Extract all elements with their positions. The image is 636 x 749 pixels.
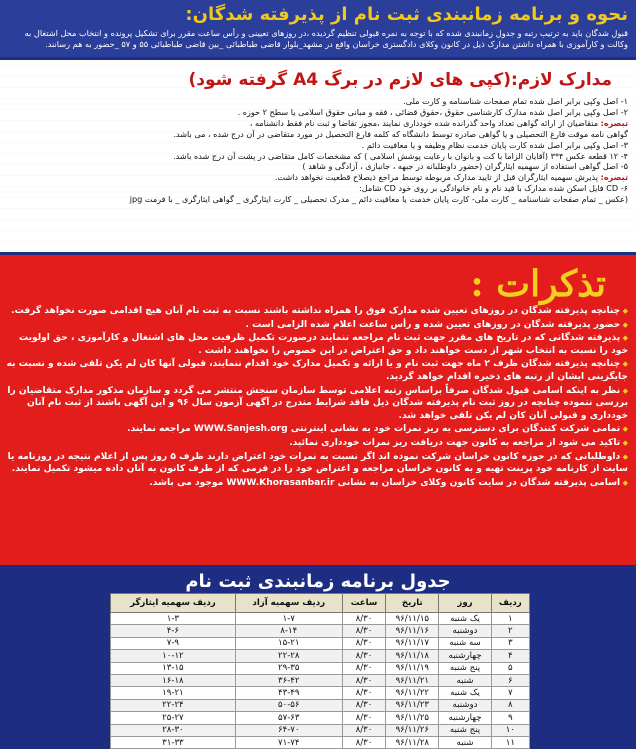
document-item: [6, 118, 628, 129]
table-row: [111, 712, 530, 724]
reminder-item: ◆ چنانچه پذیرفته شدگان در روزهای تعیین شده مدارک فوق را همراه نداشته باشند نسبت به ثبت نام آنان هیچ اقدامی صورت نخواهد گرفت.: [6, 305, 628, 318]
note-label: تبصره:: [600, 172, 628, 183]
table-cell: پنج شنبه: [439, 662, 491, 674]
reminder-item: ◆ داوطلبانی که در حوزه کانون خراسان شرکت نموده اند اگر نسبت به نمرات خود اعتراض دارند ظرف ۵ روز پس از اعلام نتیجه در روزنامه یا سایت از کارنامه خود پرینت تهیه و به کانون خراسان مراجعه و اعتراض خود را در فرمی که از طرف کانون به آنان داده میشود تکمیل نمایند.: [6, 451, 628, 476]
schedule-column-header: ساعت: [342, 594, 386, 613]
table-cell: ۹۶/۱۱/۲۶: [386, 724, 439, 736]
table-row: [111, 687, 530, 699]
table-cell: شنبه: [439, 674, 491, 686]
table-row: [111, 736, 530, 748]
table-row: [111, 650, 530, 662]
table-cell: ۲۲-۲۸: [235, 650, 342, 662]
table-cell: ۱۱: [491, 736, 529, 748]
table-cell: ۱۶-۱۸: [111, 674, 236, 686]
table-cell: دوشنبه: [439, 625, 491, 637]
table-cell: ۹۶/۱۱/۱۷: [386, 637, 439, 649]
table-cell: ۱-۷: [235, 613, 342, 625]
registration-intro-section: [0, 0, 636, 57]
table-cell: ۲۸-۳۰: [111, 724, 236, 736]
schedule-column-header: ردیف سهمیه ایثارگر: [111, 594, 236, 613]
table-cell: ۳: [491, 637, 529, 649]
table-cell: ۲۲-۲۴: [111, 699, 236, 711]
document-item-text: ۵- اصل گواهی استفاده از سهمیه ایثارگران (حضور داوطلبانه در جبهه ، جانبازی ، آزادگی و شاهد ): [302, 161, 628, 172]
schedule-column-header: ردیف سهمیه آزاد: [235, 594, 342, 613]
table-cell: ۵۷-۶۳: [235, 712, 342, 724]
table-cell: پنج شنبه: [439, 724, 491, 736]
schedule-section: [0, 565, 636, 749]
table-row: [111, 625, 530, 637]
document-item-text: ۲- اصل وکپی برابر اصل شده مدارک کارشناسی حقوق ،حقوق قضائی ، فقه و مبانی حقوق اسلامی یا سطح ۲ حوزه .: [237, 106, 628, 117]
table-cell: ۸/۳۰: [342, 662, 386, 674]
document-item: [6, 183, 628, 194]
table-cell: ۹۶/۱۱/۱۵: [386, 613, 439, 625]
document-item: [6, 194, 628, 205]
table-cell: ۷-۹: [111, 637, 236, 649]
table-cell: ۶: [491, 674, 529, 686]
table-cell: ۸/۳۰: [342, 637, 386, 649]
table-cell: ۸/۳۰: [342, 625, 386, 637]
table-row: [111, 662, 530, 674]
table-cell: ۹۶/۱۱/۲۳: [386, 699, 439, 711]
schedule-body: [111, 613, 530, 749]
table-cell: ۹۶/۱۱/۲۸: [386, 736, 439, 748]
document-item: [6, 151, 628, 162]
document-item-text: ۴- ۱۲ قطعه عکس ۴*۳ (آقایان الزاما با کت و بانوان با رعایت پوشش اسلامی ) که مشخصات کامل متقاضی در پشت آن درج شده باشد.: [173, 150, 628, 161]
table-cell: ۳۶-۴۲: [235, 674, 342, 686]
schedule-header-row: [111, 594, 530, 613]
table-cell: ۷: [491, 687, 529, 699]
schedule-table: [110, 593, 530, 749]
table-cell: ۸/۳۰: [342, 674, 386, 686]
document-item-text: گواهی نامه موقت فارغ التحصیلی و یا گواهی صادره توسط دانشگاه که کلمه فارغ التحصیل در مورد متقاضی در آن درج شده ، می باشد.: [173, 128, 628, 139]
document-item-text: متقاضیان از ارائه گواهی تعداد واحد گذرانده شده خودداری نمایند ،مجوز تقاضا و ثبت نام فقط دانشنامه ،: [249, 117, 601, 128]
table-row: [111, 637, 530, 649]
table-cell: ۴۳-۴۹: [235, 687, 342, 699]
document-item: [6, 107, 628, 118]
table-cell: ۷۱-۷۴: [235, 736, 342, 748]
table-row: [111, 613, 530, 625]
table-cell: ۱۵-۲۱: [235, 637, 342, 649]
table-cell: چهارشنبه: [439, 712, 491, 724]
table-cell: ۱۰: [491, 724, 529, 736]
table-cell: ۸: [491, 699, 529, 711]
table-cell: سه شنبه: [439, 637, 491, 649]
document-item: [6, 96, 628, 107]
table-cell: ۱۳-۱۵: [111, 662, 236, 674]
documents-title: مدارک لازم:(کپی های لازم در برگ A4 گرفته شود): [188, 70, 612, 90]
reminder-item: ◆ چنانچه پذیرفته شدگان ظرف ۲ ماه جهت ثبت نام و یا ارائه و تکمیل مدارک خود اقدام ننمایند، قبولی آنها کان لم یکن تلقی شده و نسبت به جایگزینی ایشان از رتبه های ذخیره اقدام خواهد گردید.: [6, 358, 628, 383]
table-cell: ۸/۳۰: [342, 650, 386, 662]
table-cell: ۶۴-۷۰: [235, 724, 342, 736]
table-row: [111, 724, 530, 736]
table-cell: ۸/۳۰: [342, 699, 386, 711]
table-cell: ۸/۳۰: [342, 736, 386, 748]
table-cell: یک شنبه: [439, 687, 491, 699]
table-cell: ۵۰-۵۶: [235, 699, 342, 711]
table-cell: ۱: [491, 613, 529, 625]
table-cell: ۱۹-۲۱: [111, 687, 236, 699]
table-cell: ۴: [491, 650, 529, 662]
table-cell: ۹۶/۱۱/۱۹: [386, 662, 439, 674]
table-cell: ۱۰-۱۲: [111, 650, 236, 662]
documents-list: [6, 96, 628, 205]
reminders-list: [6, 305, 628, 490]
reminders-section: [0, 255, 636, 565]
table-cell: ۱-۳: [111, 613, 236, 625]
note-label: تبصره:: [600, 117, 628, 128]
reminder-item: ◆ اسامی پذیرفته شدگان در سایت کانون وکلای خراسان به نشانی WWW.Khorasanbar.ir موجود می باشد.: [6, 477, 628, 490]
required-documents-section: [0, 60, 636, 252]
table-cell: ۸/۳۰: [342, 687, 386, 699]
table-cell: ۹۶/۱۱/۱۶: [386, 625, 439, 637]
table-cell: ۹: [491, 712, 529, 724]
schedule-column-header: ردیف: [491, 594, 529, 613]
table-cell: ۲۹-۳۵: [235, 662, 342, 674]
table-cell: یک شنبه: [439, 613, 491, 625]
table-cell: چهارشنبه: [439, 650, 491, 662]
document-item: [6, 161, 628, 172]
table-cell: ۸/۳۰: [342, 712, 386, 724]
registration-title: نحوه و برنامه زمانبندی ثبت نام از پذیرفته شدگان:: [185, 4, 628, 25]
table-cell: ۲۵-۲۷: [111, 712, 236, 724]
document-item-text: ۶- CD فایل اسکن شده مدارک با قید نام و نام خانوادگی بر روی خود CD شامل:: [359, 183, 628, 194]
document-item: [6, 129, 628, 140]
table-cell: ۸-۱۴: [235, 625, 342, 637]
reminder-item: ◆ تمامی شرکت کنندگان برای دسترسی به ریز نمرات خود به نشانی اینترنتی WWW.Sanjesh.org مراجعه نمایند.: [6, 423, 628, 436]
document-item-text: ۳- اصل وکپی برابر اصل شده کارت پایان خدمت نظام وظیفه و یا معافیت دائم .: [361, 139, 628, 150]
schedule-column-header: تاریخ: [386, 594, 439, 613]
document-item: [6, 172, 628, 183]
schedule-title: جدول برنامه زمانبندی ثبت نام: [185, 571, 451, 592]
schedule-column-header: روز: [439, 594, 491, 613]
table-cell: ۹۶/۱۱/۲۵: [386, 712, 439, 724]
document-item-text: ۱- اصل وکپی برابر اصل شده تمام صفحات شناسنامه و کارت ملی.: [403, 96, 628, 106]
reminder-item: ◆ پذیرفته شدگانی که در تاریخ های مقرر جهت ثبت نام مراجعه ننمایند درصورت تکمیل ظرفیت محل های اشتغال و کارآموزی ، حق اولویت خود را نسبت به انتخاب شهر از دست خواهند داد و حق اعتراض در این خصوص را نخواهند داشت .: [6, 332, 628, 357]
table-cell: ۹۶/۱۱/۱۸: [386, 650, 439, 662]
reminder-item: ◆ نظر به اینکه اسامی قبول شدگان صرفاً براساس رتبه اعلامی توسط سازمان سنجش منتشر می گردد و سازمان مذکور مدارک متقاضیان را بررسی ننموده چنانچه در روز ثبت نام پذیرفته شدگان ذیل فاقد شرایط مندرج در آگهی آزمون سال ۹۶ و این آگهی باشند از ثبت نام آنان خودداری و قبولی آنان کان لم یکن تلقی خواهد شد.: [6, 385, 628, 423]
reminders-title: تذکرات :: [470, 263, 606, 305]
table-cell: دوشنبه: [439, 699, 491, 711]
table-cell: شنبه: [439, 736, 491, 748]
table-row: [111, 674, 530, 686]
document-item-text: (عکس _ تمام صفحات شناسنامه _ کارت ملی- کارت پایان خدمت یا معافیت دائم _ مدرک تحصیلی _ کارت ایثارگری _ گواهی ایثارگری _ با فرمت jpg: [129, 194, 628, 205]
table-cell: ۲: [491, 625, 529, 637]
table-row: [111, 699, 530, 711]
reminder-item: ◆ تاکید می شود از مراجعه به کانون جهت دریافت ریز نمرات خودداری نمائید.: [6, 437, 628, 450]
document-item-text: پذیرش سهمیه ایثارگران قبل از تایید مدارک مربوطه توسط مراجع ذیصلاح قطعیت نخواهد داشت.: [274, 172, 601, 183]
document-item: [6, 140, 628, 151]
table-cell: ۴-۶: [111, 625, 236, 637]
registration-intro-text: قبول شدگان باید به ترتیب رتبه و جدول زمانبندی شده که با توجه به نمره قبولی تنظیم گردیده ،در روزهای تعیینی و رأس ساعت مقرر برای تشکیل پرونده و انتخاب محل اشتغال به وکالت و کارآموزی با همراه داشتن مدارک ذیل در کانون وکلای دادگستری خراسان واقع در مشهد_بلوار قاضی طباطبائی _بین قاضی طباطبائی ۵۵ و ۵۷ _حضور به هم رسانند.: [24, 28, 628, 49]
table-cell: ۵: [491, 662, 529, 674]
table-cell: ۳۱-۳۳: [111, 736, 236, 748]
table-cell: ۸/۳۰: [342, 613, 386, 625]
table-cell: ۸/۳۰: [342, 724, 386, 736]
table-cell: ۹۶/۱۱/۲۲: [386, 687, 439, 699]
reminder-item: ◆ حضور پذیرفته شدگان در روزهای تعیین شده و رأس ساعت اعلام شده الزامی است .: [6, 319, 628, 332]
table-cell: ۹۶/۱۱/۲۱: [386, 674, 439, 686]
